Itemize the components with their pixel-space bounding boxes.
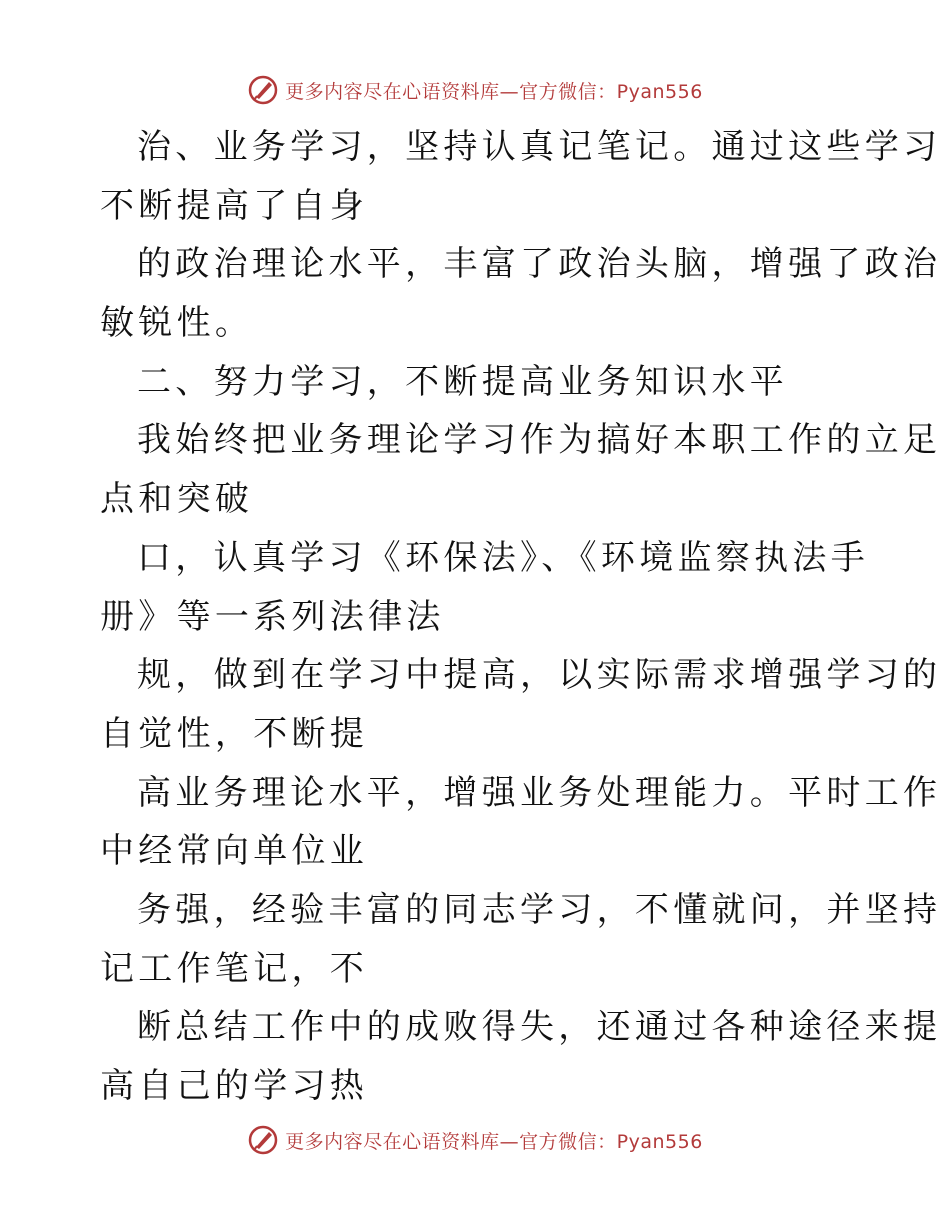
text-line: 高业务理论水平，增强业务处理能力。平时工作 [137, 772, 942, 813]
text-line: 口，认真学习《环保法》、《环境监察执法手 [137, 537, 869, 578]
footer-watermark [0, 1120, 950, 1160]
text-line: 敏锐性。 [100, 303, 254, 344]
header-watermark [0, 70, 950, 110]
text-line: 务强，经验丰富的同志学习，不懂就问，并坚持 [137, 889, 942, 930]
text-line: 的政治理论水平，丰富了政治头脑，增强了政治 [137, 244, 942, 285]
document-body [100, 118, 942, 1116]
text-line: 自觉性，不断提 [100, 713, 369, 754]
text-line: 点和突破 [100, 479, 254, 520]
watermark-text: 更多内容尽在心语资料库—官方微信：Pyan556 [285, 1130, 703, 1153]
text-line: 治、业务学习，坚持认真记笔记。通过这些学习 [137, 127, 942, 167]
text-line: 册》等一系列法律法 [100, 596, 445, 637]
text-line: 不断提高了自身 [100, 185, 369, 226]
watermark-text: 更多内容尽在心语资料库—官方微信：Pyan556 [285, 80, 703, 103]
text-line: 我始终把业务理论学习作为搞好本职工作的立足 [137, 420, 942, 461]
text-line: 高自己的学习热 [100, 1066, 369, 1106]
section-heading: 二、努力学习，不断提高业务知识水平 [137, 361, 789, 402]
text-line: 断总结工作中的成败得失，还通过各种途径来提 [137, 1007, 942, 1048]
quill-seal-icon [247, 1124, 279, 1156]
text-line: 中经常向单位业 [100, 831, 369, 872]
text-line: 记工作笔记，不 [100, 948, 369, 989]
text-line: 规，做到在学习中提高，以实际需求增强学习的 [137, 655, 942, 696]
quill-seal-icon [247, 74, 279, 106]
